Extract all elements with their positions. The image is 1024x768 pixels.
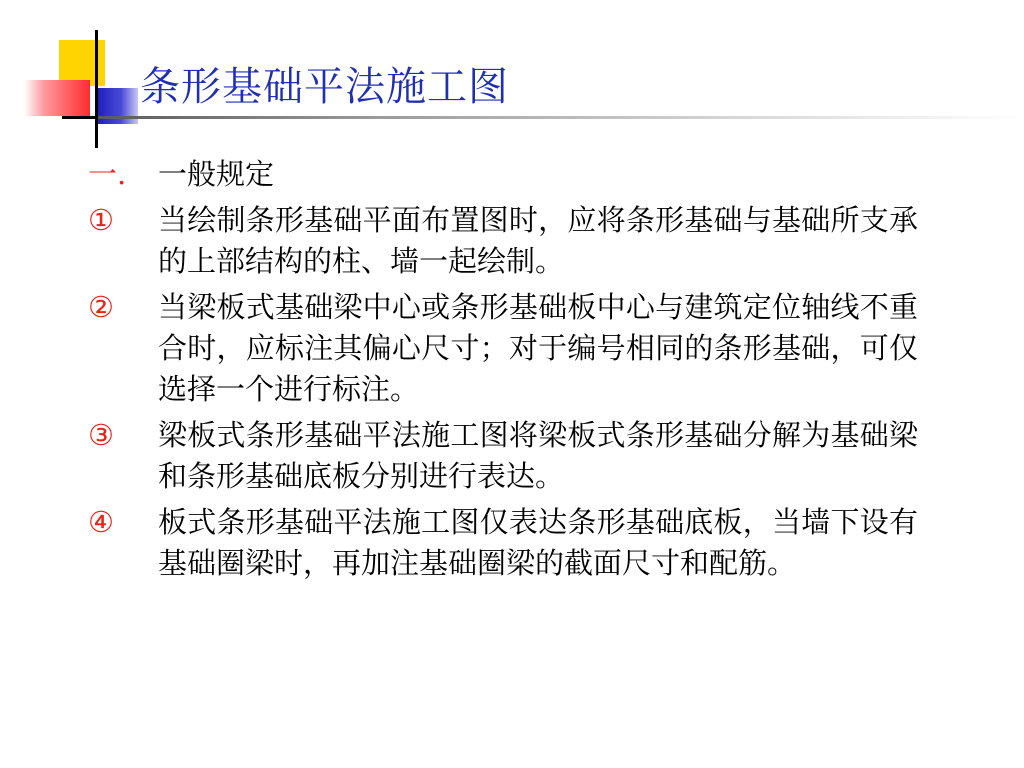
slide-logo-decoration	[0, 0, 140, 150]
list-item-text: 板式条形基础平法施工图仅表达条形基础底板，当墙下设有基础圈梁时，再加注基础圈梁的截面尺寸和配筋。	[158, 505, 918, 580]
title-underline	[98, 116, 1024, 119]
logo-vertical-line	[95, 30, 98, 148]
section-heading-text: 一般规定	[158, 157, 275, 191]
list-item	[88, 287, 918, 410]
logo-red-square	[24, 80, 90, 116]
slide-content	[88, 154, 918, 589]
list-item	[88, 502, 918, 584]
section-heading-marker: 一.	[88, 157, 127, 191]
list-item-marker: ②	[88, 290, 114, 324]
list-item-marker: ④	[88, 505, 114, 539]
section-heading	[88, 154, 918, 195]
list-item-text: 当绘制条形基础平面布置图时，应将条形基础与基础所支承的上部结构的柱、墙一起绘制。	[158, 203, 918, 278]
list-item	[88, 200, 918, 282]
slide-title: 条形基础平法施工图	[140, 64, 509, 110]
list-item-text: 梁板式条形基础平法施工图将梁板式条形基础分解为基础梁和条形基础底板分别进行表达。	[158, 418, 918, 493]
list-item	[88, 415, 918, 497]
list-item-marker: ①	[88, 203, 114, 237]
list-item-text: 当梁板式基础梁中心或条形基础板中心与建筑定位轴线不重合时，应标注其偏心尺寸；对于编号相同的条形基础，可仅选择一个进行标注。	[158, 290, 918, 406]
list-item-marker: ③	[88, 418, 114, 452]
